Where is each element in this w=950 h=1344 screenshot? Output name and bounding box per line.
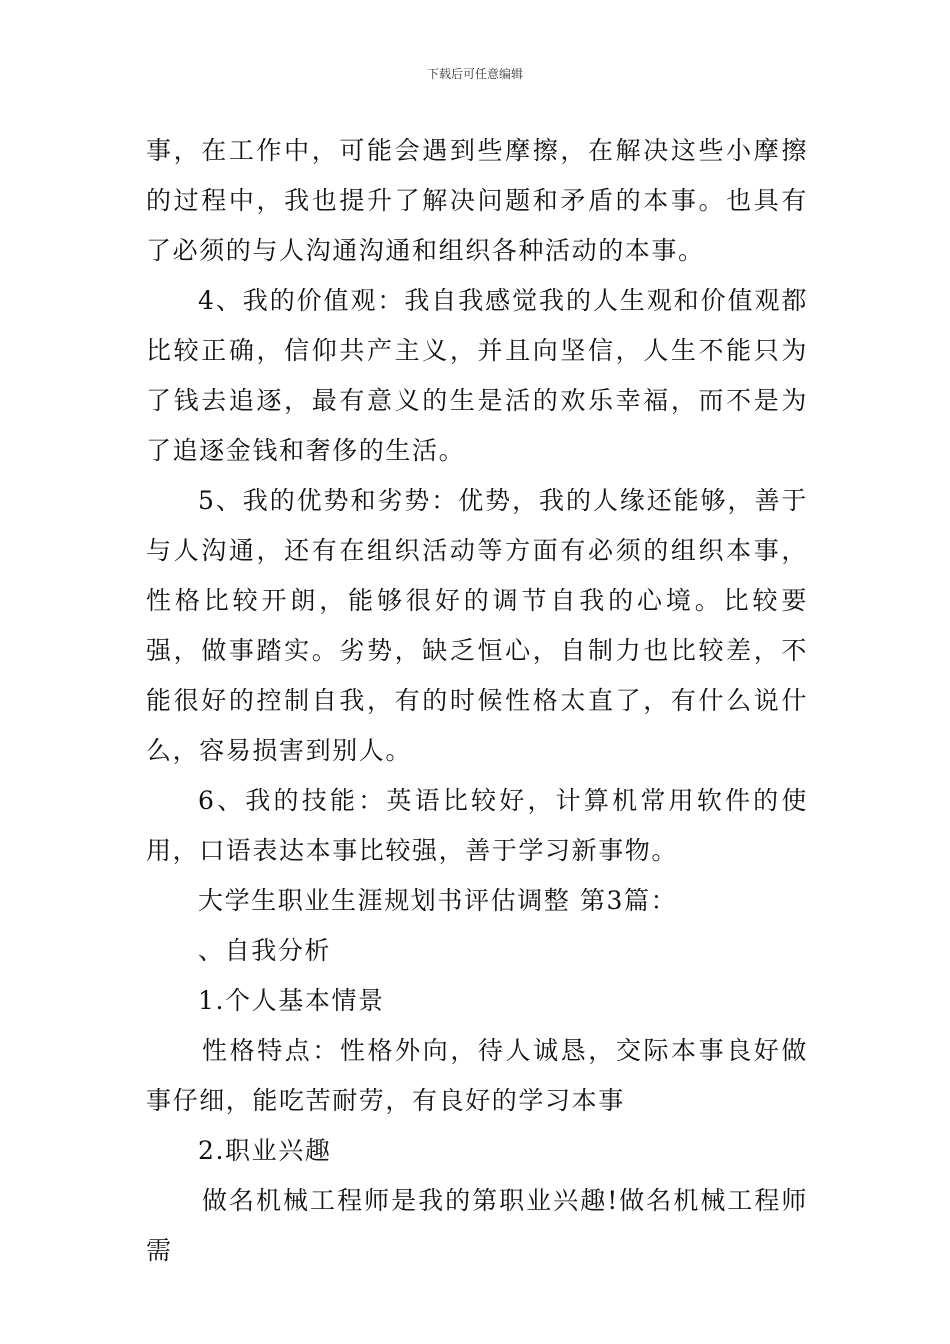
- section-title: 大学生职业生涯规划书评估调整 第3篇：: [198, 886, 678, 915]
- paragraph-career-interest: 做名机械工程师是我的第职业兴趣!做名机械工程师需: [146, 1186, 808, 1265]
- subheading-basic-info: 1.个人基本情景: [198, 986, 385, 1015]
- page-header: 下载后可任意编辑: [426, 67, 523, 81]
- subheading-career-interest: 2.职业兴趣: [198, 1136, 332, 1165]
- paragraph-continuation: 事，在工作中，可能会遇到些摩擦，在解决这些小摩擦的过程中，我也提升了解决问题和矛盾的本事。也具有了必须的与人沟通沟通和组织各种活动的本事。: [146, 136, 808, 265]
- section-heading-self-analysis: 、自我分析: [198, 936, 332, 965]
- document-body: [146, 126, 808, 1276]
- paragraph-personality: 性格特点：性格外向，待人诚恳，交际本事良好做事仔细，能吃苦耐劳，有良好的学习本事: [146, 1036, 808, 1115]
- paragraph-values: 4、我的价值观：我自我感觉我的人生观和价值观都比较正确，信仰共产主义，并且向坚信，人生不能只为了钱去追逐，最有意义的生是活的欢乐幸福，而不是为了追逐金钱和奢侈的生活。: [146, 286, 808, 465]
- paragraph-skills: 6、我的技能：英语比较好，计算机常用软件的使用，口语表达本事比较强，善于学习新事物。: [146, 786, 808, 865]
- paragraph-strengths-weaknesses: 5、我的优势和劣势：优势，我的人缘还能够，善于与人沟通，还有在组织活动等方面有必须的组织本事，性格比较开朗，能够很好的调节自我的心境。比较要强，做事踏实。劣势，缺乏恒心，自制力也比较差，不能很好的控制自我，有的时候性格太直了，有什么说什么，容易损害到别人。: [146, 486, 808, 765]
